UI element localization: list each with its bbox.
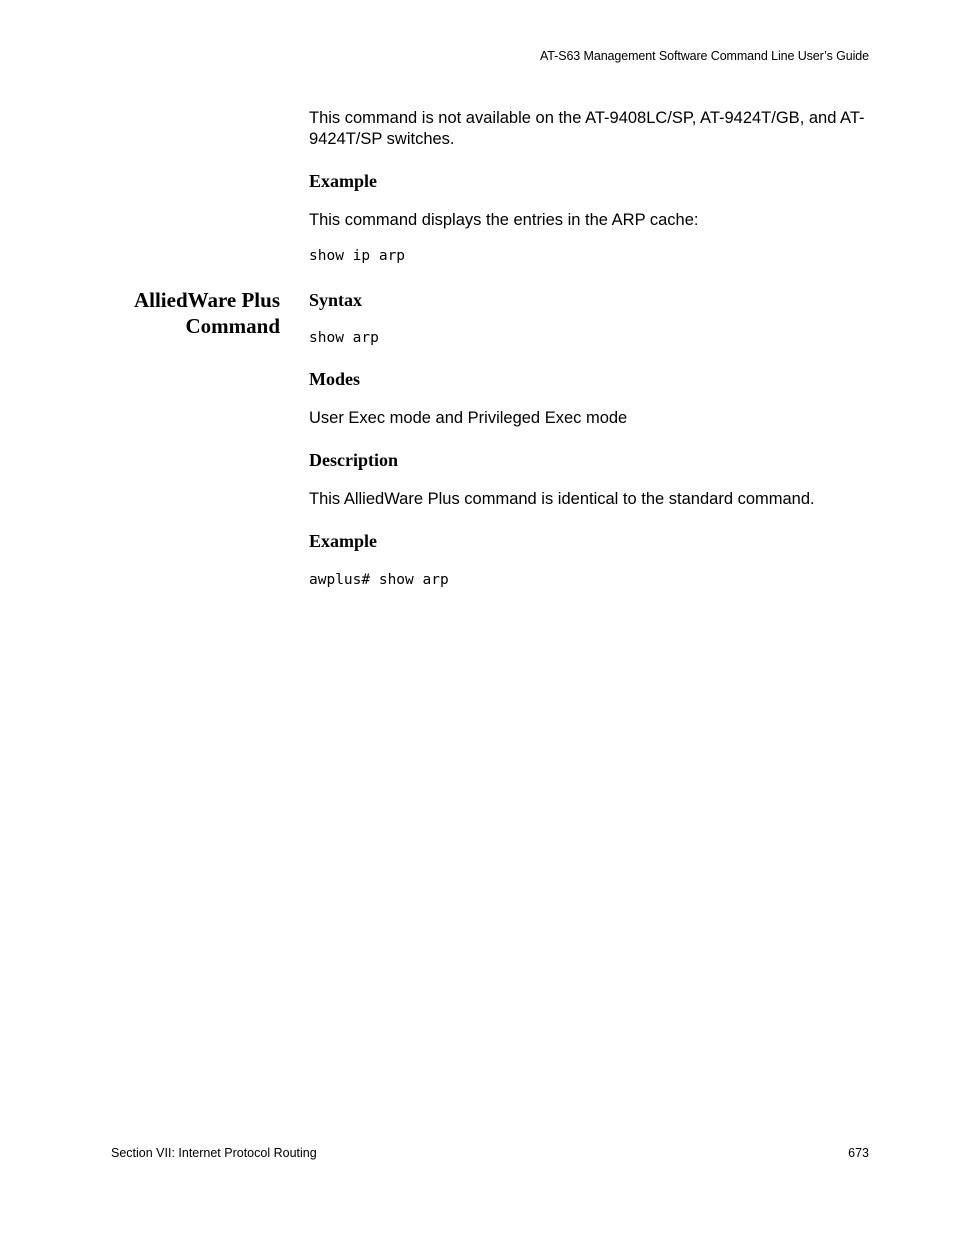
side-heading-line-2: Command [185,314,280,338]
description-text: This AlliedWare Plus command is identical to the standard command. [309,490,815,508]
example-description: This command displays the entries in the ARP cache: [309,211,699,229]
running-header: AT-S63 Management Software Command Line User’s Guide [540,49,869,63]
side-heading-line-1: AlliedWare Plus [133,288,280,312]
availability-note: This command is not available on the AT-9408LC/SP, AT-9424T/GB, and AT-9424T/SP switches. [309,109,865,148]
modes-text: User Exec mode and Privileged Exec mode [309,409,628,427]
page-number: 673 [848,1146,869,1160]
example-heading: Example [309,171,378,191]
section-side-heading [134,287,280,339]
footer-section: Section VII: Internet Protocol Routing [111,1146,317,1160]
syntax-heading: Syntax [309,290,363,310]
awplus-example-code: awplus# show arp [309,572,449,588]
syntax-code: show arp [309,330,379,346]
example-code: show ip arp [309,248,406,264]
awplus-example-heading: Example [309,531,378,551]
description-heading: Description [309,450,398,470]
modes-heading: Modes [309,369,360,389]
